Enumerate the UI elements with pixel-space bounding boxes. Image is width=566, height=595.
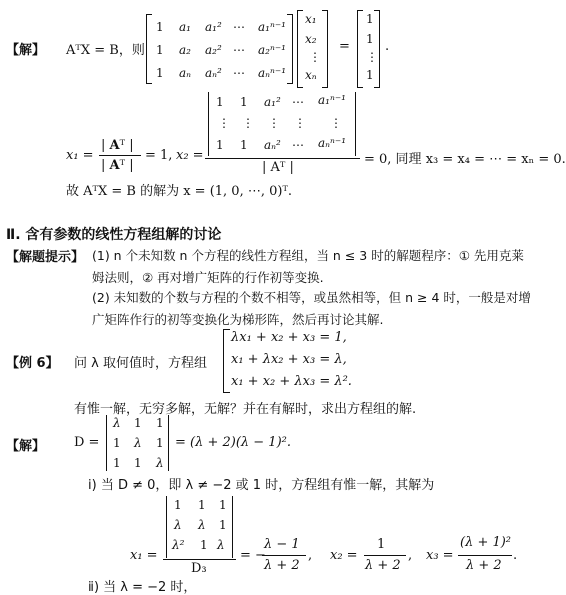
solution-label: 【解】 xyxy=(6,43,46,58)
equals-sign: = xyxy=(339,39,350,54)
D-symbol: D = xyxy=(74,435,100,450)
x3-frac-num: (λ + 1)² xyxy=(460,535,512,550)
hint-p1b: 姆法则，② 再对增广矩阵的行作初等变换. xyxy=(92,270,324,285)
x2-denominator: | Aᵀ | xyxy=(262,160,294,175)
x2-symbol: x₂ = xyxy=(176,148,204,163)
section-title: Ⅱ. 含有参数的线性方程组解的讨论 xyxy=(6,227,222,243)
x1-minus: = − xyxy=(240,548,266,563)
x3-label: x₃ = xyxy=(426,548,454,563)
x2-label-2: x₂ = xyxy=(330,548,358,563)
comma-2: , xyxy=(408,548,413,563)
x2-frac-den: λ + 2 xyxy=(365,558,401,573)
x1-den: | Aᵀ | xyxy=(101,158,134,173)
case-2: ⅱ) 当 λ = −2 时， xyxy=(88,580,197,595)
hint-label: 【解题提示】 xyxy=(6,250,85,265)
x2-frac-num: 1 xyxy=(377,537,386,552)
example-ask: 有惟一解，无穷多解，无解？并在有解时，求出方程组的解. xyxy=(74,402,417,417)
x3-frac-den: λ + 2 xyxy=(466,558,502,573)
equation-3: x₁ + x₂ + λx₃ = λ². xyxy=(231,374,352,389)
hint-p2b: 广矩阵作行的初等变换化为梯形阵，然后再讨论其解. xyxy=(92,312,384,327)
period-2: . xyxy=(513,548,518,563)
x2-result-tail: = 0, 同理 x₃ = x₄ = ⋯ = xₙ = 0. xyxy=(364,152,566,167)
x1-denominator: D₃ xyxy=(191,561,207,576)
x1-frac-num: λ − 1 xyxy=(264,537,300,552)
example-label: 【例 6】 xyxy=(6,356,59,371)
solution-label-2: 【解】 xyxy=(6,439,46,454)
x1-result: = 1, xyxy=(145,148,173,163)
D-result: = (λ + 2)(λ − 1)². xyxy=(175,435,291,450)
x1-label-2: x₁ = xyxy=(130,548,158,563)
x1-frac-den: λ + 2 xyxy=(264,558,300,573)
equation-1: λx₁ + x₂ + x₃ = 1, xyxy=(231,330,347,345)
conclusion: 故 AᵀX = B 的解为 x = (1, 0, ⋯, 0)ᵀ. xyxy=(66,184,293,199)
case-1: ⅰ) 当 D ≠ 0，即 λ ≠ −2 或 1 时，方程组有惟一解，其解为 xyxy=(88,478,435,493)
period: . xyxy=(385,39,390,54)
x1-symbol: x₁ = xyxy=(66,148,94,163)
hint-p1a: (1) n 个未知数 n 个方程的线性方程组，当 n ≤ 3 时的解题程序：① 先用克莱 xyxy=(92,248,524,263)
comma-1: , xyxy=(308,548,313,563)
example-question: 问 λ 取何值时，方程组 xyxy=(74,356,207,371)
equation-ATx-B: AᵀX = B，则 xyxy=(66,43,145,58)
equation-2: x₁ + λx₂ + x₃ = λ, xyxy=(231,352,347,367)
x1-num: | Aᵀ | xyxy=(101,138,134,153)
hint-p2a: (2) 未知数的个数与方程的个数不相等，或虽然相等，但 n ≥ 4 时，一般是对增 xyxy=(92,290,531,305)
equation-system-brace xyxy=(223,329,230,393)
